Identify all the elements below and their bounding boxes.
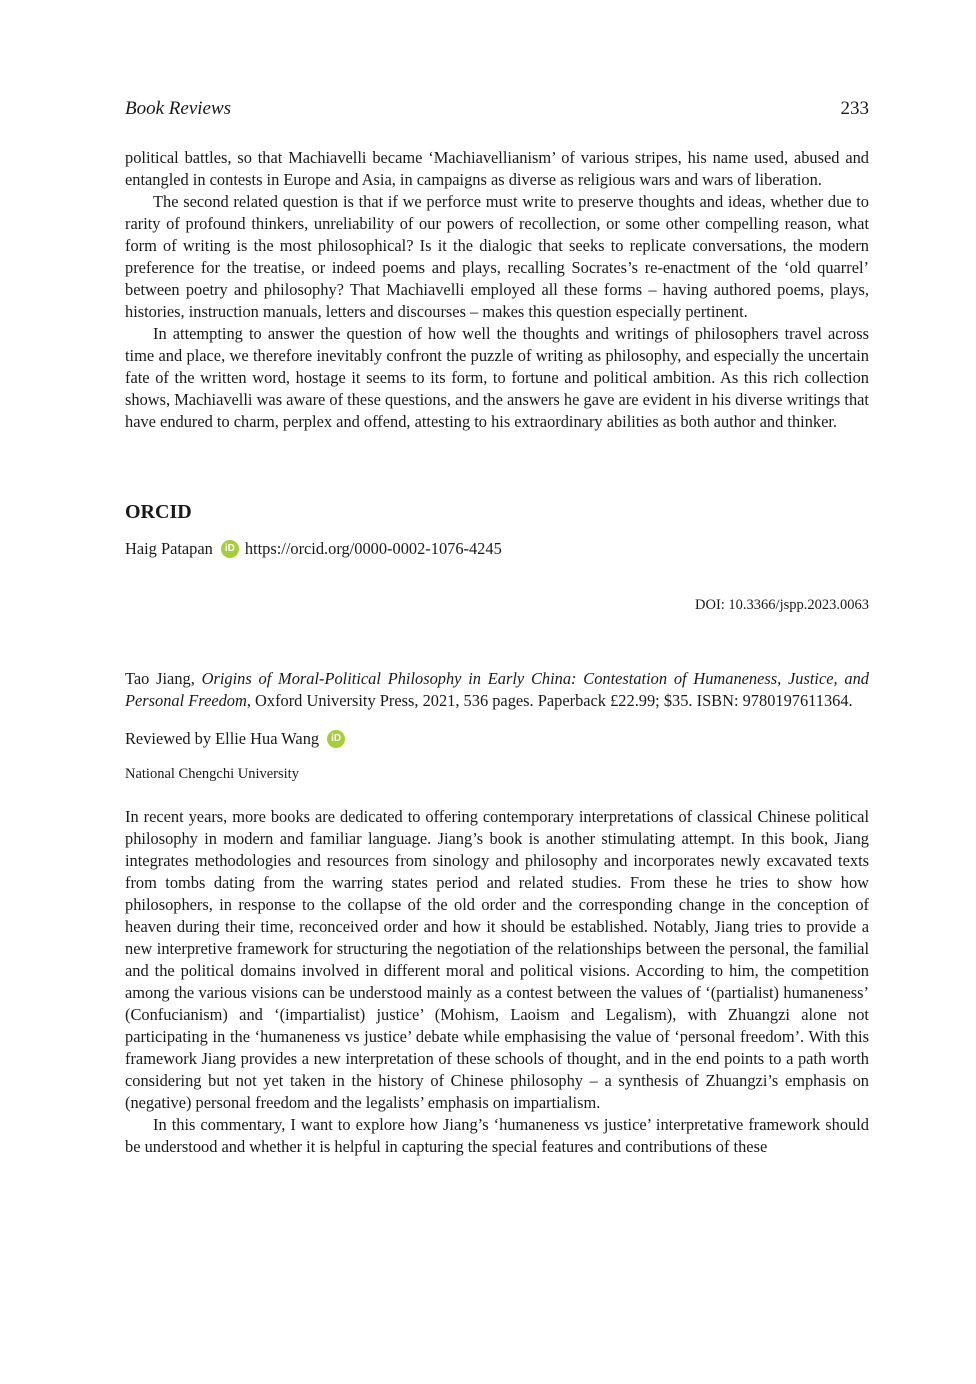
body-paragraph: In attempting to answer the question of how well the thoughts and writings of philosophers travel across time and place, we therefore inevitably confront the puzzle of writing as philosophy, and especially the uncertain fate of the written word, hostage it seems to its form, to fortune and political ambition. As this rich collection shows, Machiavelli was aware of these questions, and the answers he gave are evident in his diverse writings that have endured to charm, perplex and offend, attesting to his extraordinary abilities as both author and thinker.: [125, 324, 869, 431]
reviewer-name: Reviewed by Ellie Hua Wang: [125, 729, 320, 748]
orcid-icon[interactable]: iD: [221, 540, 239, 558]
page-number: 233: [840, 98, 869, 119]
doi: DOI: 10.3366/jspp.2023.0063: [695, 597, 869, 613]
orcid-author: Haig Patapan: [125, 539, 213, 558]
orcid-url-link[interactable]: https://orcid.org/0000-0002-1076-4245: [244, 539, 502, 558]
body-paragraph: In this commentary, I want to explore how Jiang’s ‘humaneness vs justice’ interpretative framework should be understood and whether it is helpful in capturing the special features and contributions of these: [125, 1115, 869, 1156]
orcid-line: [125, 538, 869, 560]
body-paragraph: The second related question is that if we perforce must write to preserve thoughts and ideas, whether due to rarity of profound thinkers, unreliability of our powers of recollection, or some other compelling reason, what form of writing is the most philosophical? Is it the dialogic that seeks to replicate conversations, the modern preference for the treatise, or indeed poems and plays, recalling Socrates’s re-enactment of the ‘old quarrel’ between poetry and philosophy? That Machiavelli employed all these forms – having authored poems, plays, histories, instruction manuals, letters and discourses – makes this question especially pertinent.: [125, 192, 869, 321]
orcid-heading: ORCID: [125, 501, 192, 523]
reviewer-affiliation: National Chengchi University: [125, 766, 299, 782]
body-paragraph: political battles, so that Machiavelli became ‘Machiavellianism’ of various stripes, his name used, abused and entangled in contests in Europe and Asia, in campaigns as diverse as religious wars and wars of liberation.: [125, 148, 869, 189]
citation-title: Origins of Moral-Political Philosophy in Early China: Contestation of Humaneness, Justice, and Personal Freedom: [125, 669, 869, 710]
book-citation: [125, 668, 869, 712]
orcid-icon[interactable]: iD: [327, 730, 345, 748]
running-head: [125, 96, 869, 122]
page: [125, 96, 869, 1158]
citation-author: Tao Jiang,: [125, 669, 195, 688]
citation-details: , Oxford University Press, 2021, 536 pages. Paperback £22.99; $35. ISBN: 9780197611364.: [246, 691, 853, 710]
journal-name: Book Reviews: [125, 98, 232, 119]
reviewer-line: [125, 728, 869, 750]
body-paragraph: In recent years, more books are dedicated to offering contemporary interpretations of classical Chinese political philosophy in modern and familiar language. Jiang’s book is another stimulating attempt. In this book, Jiang integrates methodologies and resources from sinology and philosophy and incorporates newly excavated texts from tombs dating from the warring states period and related studies. From these he tries to show how philosophers, in response to the collapse of the old order and the corresponding change in the conception of heaven during their time, reconceived order and how it should be established. Notably, Jiang tries to provide a new interpretive framework for structuring the negotiation of the relationships between the personal, the familial and the political domains involved in different moral and political visions. According to him, the competition among the various visions can be understood mainly as a contest between the values of ‘(partialist) humaneness’ (Confucianism) and ‘(impartialist) justice’ (Mohism, Laoism and Legalism), with Zhuangzi alone not participating in the ‘humaneness vs justice’ debate while emphasising the value of ‘personal freedom’. With this framework Jiang provides a new interpretation of these schools of thought, and in the end points to a path worth considering but not yet taken in the history of Chinese philosophy – a synthesis of Zhuangzi’s emphasis on (negative) personal freedom and the legalists’ emphasis on impartialism.: [125, 807, 869, 1112]
